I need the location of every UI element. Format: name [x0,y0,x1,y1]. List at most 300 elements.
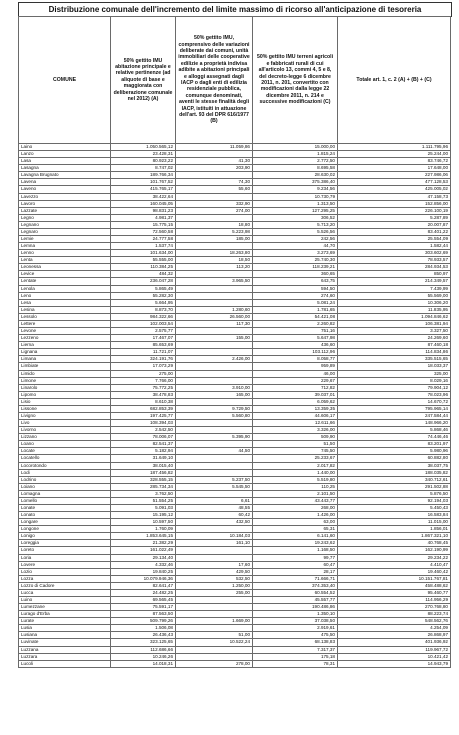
cell-comune: Lonato [19,512,111,519]
cell-quota-a: 14.018,31 [111,660,176,667]
table-row [19,377,451,384]
cell-quota-c: 1.168,50 [253,547,338,554]
table-row [19,151,451,158]
cell-totale: 1.094.846,62 [338,313,451,320]
cell-quota-c: 509,90 [253,434,338,441]
cell-quota-b: 17,60 [176,561,253,568]
table-row [19,328,451,335]
cell-quota-b [176,349,253,356]
cell-quota-a: 161.022,49 [111,547,176,554]
cell-quota-b [176,441,253,448]
cell-quota-b [176,597,253,604]
cell-comune: Lovere [19,561,111,568]
cell-quota-a: 101.767,52 [111,179,176,186]
cell-totale: 5.868,46 [338,427,451,434]
document-title: Distribuzione comunale dell'incremento del limite massimo di ricorso all'anticipazione di tesoreria [18,2,452,17]
cell-totale: 5.450,43 [338,504,451,511]
cell-comune: Lomagna [19,490,111,497]
cell-totale: 214.349,57 [338,278,451,285]
cell-totale: 20.007,87 [338,221,451,228]
cell-quota-c: 2.919,61 [253,625,338,632]
cell-comune: Lonigo [19,533,111,540]
cell-quota-b: 155,00 [176,335,253,342]
table-row [19,483,451,490]
cell-quota-a: 15.195,12 [111,512,176,519]
table-row [19,469,451,476]
cell-comune: Limbiate [19,363,111,370]
cell-comune: Lettere [19,320,111,327]
cell-totale: 458.488,62 [338,582,451,589]
cell-comune: Livigno [19,412,111,419]
cell-quota-a: 5.091,03 [111,504,176,511]
cell-quota-b [176,214,253,221]
cell-quota-a: 10.597,50 [111,519,176,526]
cell-totale: 83.201,97 [338,441,451,448]
table-row [19,193,451,200]
cell-comune: Lipomo [19,391,111,398]
table-row [19,561,451,568]
cell-quota-a: 15.775,15 [111,221,176,228]
cell-quota-b: 74,30 [176,179,253,186]
cell-quota-c: 9.234,56 [253,186,338,193]
cell-quota-a: 7.766,00 [111,377,176,384]
table-row [19,412,451,419]
cell-quota-b [176,653,253,660]
cell-quota-b: 9.729,50 [176,405,253,412]
cell-totale: 24.269,60 [338,335,451,342]
cell-quota-c: 229,67 [253,377,338,384]
cell-quota-c: 25.740,30 [253,257,338,264]
cell-quota-b: 6,61 [176,497,253,504]
cell-quota-b: 165,00 [176,391,253,398]
cell-quota-b [176,554,253,561]
cell-quota-c: 44,70 [253,243,338,250]
cell-comune: Lenta [19,257,111,264]
cell-quota-c: 175,18 [253,653,338,660]
cell-totale: 83.401,22 [338,228,451,235]
cell-quota-b [176,625,253,632]
table-row [19,554,451,561]
cell-comune: Limone [19,377,111,384]
cell-comune: Lessolo [19,313,111,320]
cell-comune: Lodi [19,469,111,476]
cell-totale: 55.569,00 [338,292,451,299]
cell-totale: 226.100,19 [338,207,451,214]
cell-comune: Lavena [19,179,111,186]
cell-comune: Laveno [19,186,111,193]
column-header-imu-abitazione-principale: 50% gettito IMU abitazione principale e relative pertinenze (ad aliquote di base e maggiorata con deliberazione comunale nel 2012) (A) [111,17,176,144]
cell-quota-a: 197.425,77 [111,412,176,419]
cell-quota-c: 110,25 [253,483,338,490]
cell-totale: 227.986,06 [338,172,451,179]
cell-totale: 19.460,42 [338,568,451,575]
cell-quota-c: 5.081,24 [253,299,338,306]
cell-quota-c: 19.243,62 [253,540,338,547]
table-row [19,285,451,292]
table-row [19,504,451,511]
table-row [19,618,451,625]
cell-comune: Locate [19,448,111,455]
cell-quota-a: 19.840,25 [111,568,176,575]
cell-comune: Levice [19,271,111,278]
cell-comune: Lavoro [19,200,111,207]
cell-quota-b [176,151,253,158]
cell-quota-b [176,646,253,653]
cell-quota-c: 8.058,77 [253,356,338,363]
cell-quota-a: 5.182,94 [111,448,176,455]
table-row [19,391,451,398]
cell-quota-a: 75.772,25 [111,384,176,391]
cell-quota-a: 82.641,47 [111,582,176,589]
cell-quota-c: 3.326,00 [253,427,338,434]
cell-quota-a: 285.734,34 [111,483,176,490]
table-row [19,611,451,618]
cell-comune: Lumezzane [19,604,111,611]
cell-quota-b: 10.184,03 [176,533,253,540]
cell-comune: Lusiana [19,632,111,639]
table-row [19,490,451,497]
cell-totale: 162.190,99 [338,547,451,554]
cell-comune: Lissone [19,405,111,412]
distribution-table [18,16,451,668]
cell-quota-c: 8.695,58 [253,165,338,172]
cell-comune: Leonessa [19,264,111,271]
cell-quota-c: 39.037,01 [253,391,338,398]
cell-comune: Lurate [19,618,111,625]
cell-quota-c: 274,60 [253,292,338,299]
cell-comune: Lusia [19,625,111,632]
cell-totale: 7.439,99 [338,285,451,292]
cell-quota-a: 55.555,00 [111,257,176,264]
table-row [19,264,451,271]
cell-quota-a: 110.384,25 [111,264,176,271]
cell-quota-b: 60,42 [176,512,253,519]
cell-quota-b [176,299,253,306]
table-row [19,512,451,519]
cell-quota-b: 332,90 [176,200,253,207]
table-row [19,342,451,349]
cell-quota-c: 475,50 [253,632,338,639]
cell-totale: 40.768,45 [338,540,451,547]
cell-comune: Lozio [19,568,111,575]
table-row [19,335,451,342]
cell-quota-c: 2.772,50 [253,158,338,165]
cell-totale: 5.287,89 [338,214,451,221]
table-row [19,236,451,243]
cell-comune: Levone [19,328,111,335]
cell-quota-a: 24.777,58 [111,236,176,243]
cell-quota-c: 190.486,86 [253,604,338,611]
cell-quota-a: 98.831,23 [111,207,176,214]
cell-totale: 11.015,00 [338,519,451,526]
cell-quota-c: 46,00 [253,370,338,377]
cell-comune: Longone [19,526,111,533]
cell-comune: Leno [19,292,111,299]
cell-quota-c: 751,16 [253,328,338,335]
cell-quota-b: 2.426,00 [176,356,253,363]
cell-totale: 10.306,20 [338,299,451,306]
table-row [19,250,451,257]
cell-totale: 25.244,00 [338,151,451,158]
table-row [19,165,451,172]
cell-totale: 10.421,42 [338,653,451,660]
cell-comune: Luzzana [19,646,111,653]
cell-totale: 74.446,46 [338,434,451,441]
cell-quota-b [176,398,253,405]
cell-quota-b: 3.965,50 [176,278,253,285]
cell-totale: 1.582,44 [338,243,451,250]
cell-quota-c: 127.295,25 [253,207,338,214]
cell-quota-b [176,547,253,554]
cell-quota-c: 5.526,56 [253,228,338,235]
cell-totale: 850,97 [338,271,451,278]
cell-quota-c: 6.141,60 [253,533,338,540]
cell-quota-a: 101.634,00 [111,250,176,257]
table-row [19,540,451,547]
cell-comune: Legnaro [19,228,111,235]
cell-quota-c: 60.554,52 [253,589,338,596]
cell-comune: Lemna [19,243,111,250]
cell-comune: Lesa [19,299,111,306]
cell-quota-c: 118.239,21 [253,264,338,271]
table-row [19,519,451,526]
cell-totale: 14.943,79 [338,660,451,667]
cell-totale: 60.882,80 [338,455,451,462]
cell-comune: Lignana [19,349,111,356]
cell-quota-b [176,285,253,292]
cell-quota-a: 4.332,46 [111,561,176,568]
cell-quota-a: 682.853,39 [111,405,176,412]
cell-quota-c: 25.233,67 [253,455,338,462]
cell-quota-a: 1.853.645,15 [111,533,176,540]
table-row [19,200,451,207]
cell-quota-b: 255,00 [176,589,253,596]
cell-totale: 79.904,12 [338,384,451,391]
table-row [19,653,451,660]
cell-totale: 92.194,03 [338,497,451,504]
table-row [19,497,451,504]
cell-quota-b: 18,50 [176,257,253,264]
table-row [19,660,451,667]
cell-comune: Loano [19,441,111,448]
table-row [19,582,451,589]
cell-comune: Lanzo [19,151,111,158]
table-row [19,448,451,455]
cell-quota-c: 44.606,17 [253,412,338,419]
cell-quota-b: 51,00 [176,632,253,639]
table-row [19,441,451,448]
cell-totale: 26.868,97 [338,632,451,639]
cell-quota-a: 509.799,26 [111,618,176,625]
cell-quota-b [176,490,253,497]
table-row [19,356,451,363]
cell-quota-a: 324.191,76 [111,356,176,363]
cell-comune: Longare [19,519,111,526]
cell-quota-a: 17.467,07 [111,335,176,342]
table-row [19,384,451,391]
cell-comune: Lomello [19,497,111,504]
cell-quota-a: 26.436,43 [111,632,176,639]
cell-quota-c: 7.317,37 [253,646,338,653]
table-row [19,533,451,540]
cell-totale: 87.460,18 [338,342,451,349]
cell-quota-a: 2.575,77 [111,328,176,335]
cell-quota-c: 10.730,79 [253,193,338,200]
cell-quota-a: 72.560,58 [111,228,176,235]
cell-totale: 114.956,29 [338,597,451,604]
cell-totale: 477.128,53 [338,179,451,186]
cell-quota-b [176,342,253,349]
cell-quota-a: 328.555,15 [111,476,176,483]
cell-quota-a: 75.591,17 [111,604,176,611]
cell-comune: Locatello [19,455,111,462]
cell-quota-b [176,363,253,370]
cell-quota-c: 5.647,98 [253,335,338,342]
cell-quota-c: 594,50 [253,285,338,292]
cell-totale: 3.327,50 [338,328,451,335]
cell-quota-c: 15.000,00 [253,144,338,151]
cell-comune: Lesina [19,306,111,313]
table-row [19,526,451,533]
cell-totale: 291.502,88 [338,483,451,490]
cell-quota-c: 78,31 [253,660,338,667]
cell-comune: Lierna [19,342,111,349]
table-row [19,646,451,653]
cell-totale: 95.460,77 [338,589,451,596]
cell-totale: 303.602,69 [338,250,451,257]
cell-comune: Lozzo di Cadore [19,582,111,589]
cell-quota-c: 1.350,10 [253,611,338,618]
cell-comune: Lucoli [19,660,111,667]
cell-totale: 4.410,47 [338,561,451,568]
table-row [19,320,451,327]
cell-totale: 4.254,09 [338,625,451,632]
cell-comune: Lucca [19,589,111,596]
cell-quota-a: 31.649,10 [111,455,176,462]
cell-quota-a: 82.541,37 [111,441,176,448]
cell-comune: Lazzate [19,207,111,214]
table-row [19,420,451,427]
cell-quota-a: 87.563,50 [111,611,176,618]
cell-quota-a: 484,32 [111,271,176,278]
cell-totale: 29.234,22 [338,554,451,561]
cell-totale: 16.583,84 [338,512,451,519]
cell-quota-b: 55,60 [176,186,253,193]
cell-comune: Lizzano [19,434,111,441]
cell-quota-b: 5.237,50 [176,476,253,483]
cell-quota-c: 1.440,00 [253,469,338,476]
column-header-imu-terreni-agricoli: 50% gettito IMU terreni agricoli e fabbricati rurali di cui all'articolo 13, commi 4, 5 e 8, del decreto-legge 6 dicembre 2011, n. 201, convertito con modificazioni dalla legge 22 dicembre 2011, n. 214 e successive modificazioni (C) [253,17,338,144]
cell-quota-b: 44,50 [176,448,253,455]
cell-comune: Legnano [19,221,111,228]
table-row [19,158,451,165]
cell-quota-b: 161,10 [176,540,253,547]
cell-quota-a: 8.873,70 [111,306,176,313]
cell-quota-c: 103.112,96 [253,349,338,356]
cell-quota-b [176,328,253,335]
cell-quota-b: 1.280,60 [176,306,253,313]
cell-quota-c: 436,60 [253,342,338,349]
cell-quota-a: 21.382,29 [111,540,176,547]
cell-comune: Lasa [19,158,111,165]
cell-totale: 10.151.767,81 [338,575,451,582]
cell-totale: 795.965,14 [338,405,451,412]
cell-comune: Lezzeno [19,335,111,342]
cell-quota-a: 275,00 [111,370,176,377]
cell-quota-c: 28.630,02 [253,172,338,179]
cell-totale: 284.934,53 [338,264,451,271]
cell-comune: Loreggia [19,540,111,547]
cell-comune: Linarolo [19,384,111,391]
cell-quota-a: 5.664,95 [111,299,176,306]
cell-totale: 325,00 [338,370,451,377]
cell-quota-a: 10.079.946,36 [111,575,176,582]
table-row [19,462,451,469]
cell-quota-c: 306,52 [253,214,338,221]
cell-totale: 14.670,72 [338,398,451,405]
cell-quota-c: 2.017,82 [253,462,338,469]
table-row [19,476,451,483]
cell-comune: Legno [19,214,111,221]
cell-totale: 1.111.795,96 [338,144,451,151]
cell-quota-b [176,604,253,611]
cell-quota-a: 29.134,40 [111,554,176,561]
cell-quota-a: 23.428,31 [111,151,176,158]
cell-quota-a: 984.322,66 [111,313,176,320]
table-row [19,243,451,250]
cell-totale: 247.584,44 [338,412,451,419]
cell-quota-b: 18,80 [176,221,253,228]
table-row [19,547,451,554]
cell-quota-a: 1.050.565,12 [111,144,176,151]
cell-comune: Livo [19,420,111,427]
cell-quota-b [176,526,253,533]
table-row [19,568,451,575]
table-row [19,292,451,299]
cell-quota-b: 26.560,00 [176,313,253,320]
cell-quota-c: 51,50 [253,441,338,448]
cell-totale: 47.158,73 [338,193,451,200]
cell-quota-a: 5.865,49 [111,285,176,292]
cell-quota-b: 41,30 [176,158,253,165]
cell-comune: Loreto [19,547,111,554]
cell-comune: Laino [19,144,111,151]
cell-quota-b [176,292,253,299]
cell-comune: Lavagna Brugnato [19,172,111,179]
table-row [19,299,451,306]
cell-quota-a: 160.045,05 [111,200,176,207]
cell-quota-b [176,469,253,476]
cell-comune: Lentate [19,278,111,285]
cell-quota-c: 45.557,77 [253,597,338,604]
cell-quota-a: 108.394,03 [111,420,176,427]
cell-quota-b [176,370,253,377]
cell-quota-c: 99,77 [253,554,338,561]
table-row [19,363,451,370]
cell-quota-b: 274,00 [176,207,253,214]
cell-quota-b: 48,55 [176,504,253,511]
cell-totale: 83.746,72 [338,158,451,165]
cell-totale: 18.033,37 [338,363,451,370]
cell-quota-a: 1.760,09 [111,526,176,533]
cell-quota-c: 68.138,83 [253,639,338,646]
cell-quota-c: 63,00 [253,519,338,526]
cell-comune: Limana [19,356,111,363]
cell-comune: Lozza [19,575,111,582]
cell-quota-c: 1.815,24 [253,151,338,158]
table-row [19,427,451,434]
cell-quota-a: 112.686,66 [111,646,176,653]
